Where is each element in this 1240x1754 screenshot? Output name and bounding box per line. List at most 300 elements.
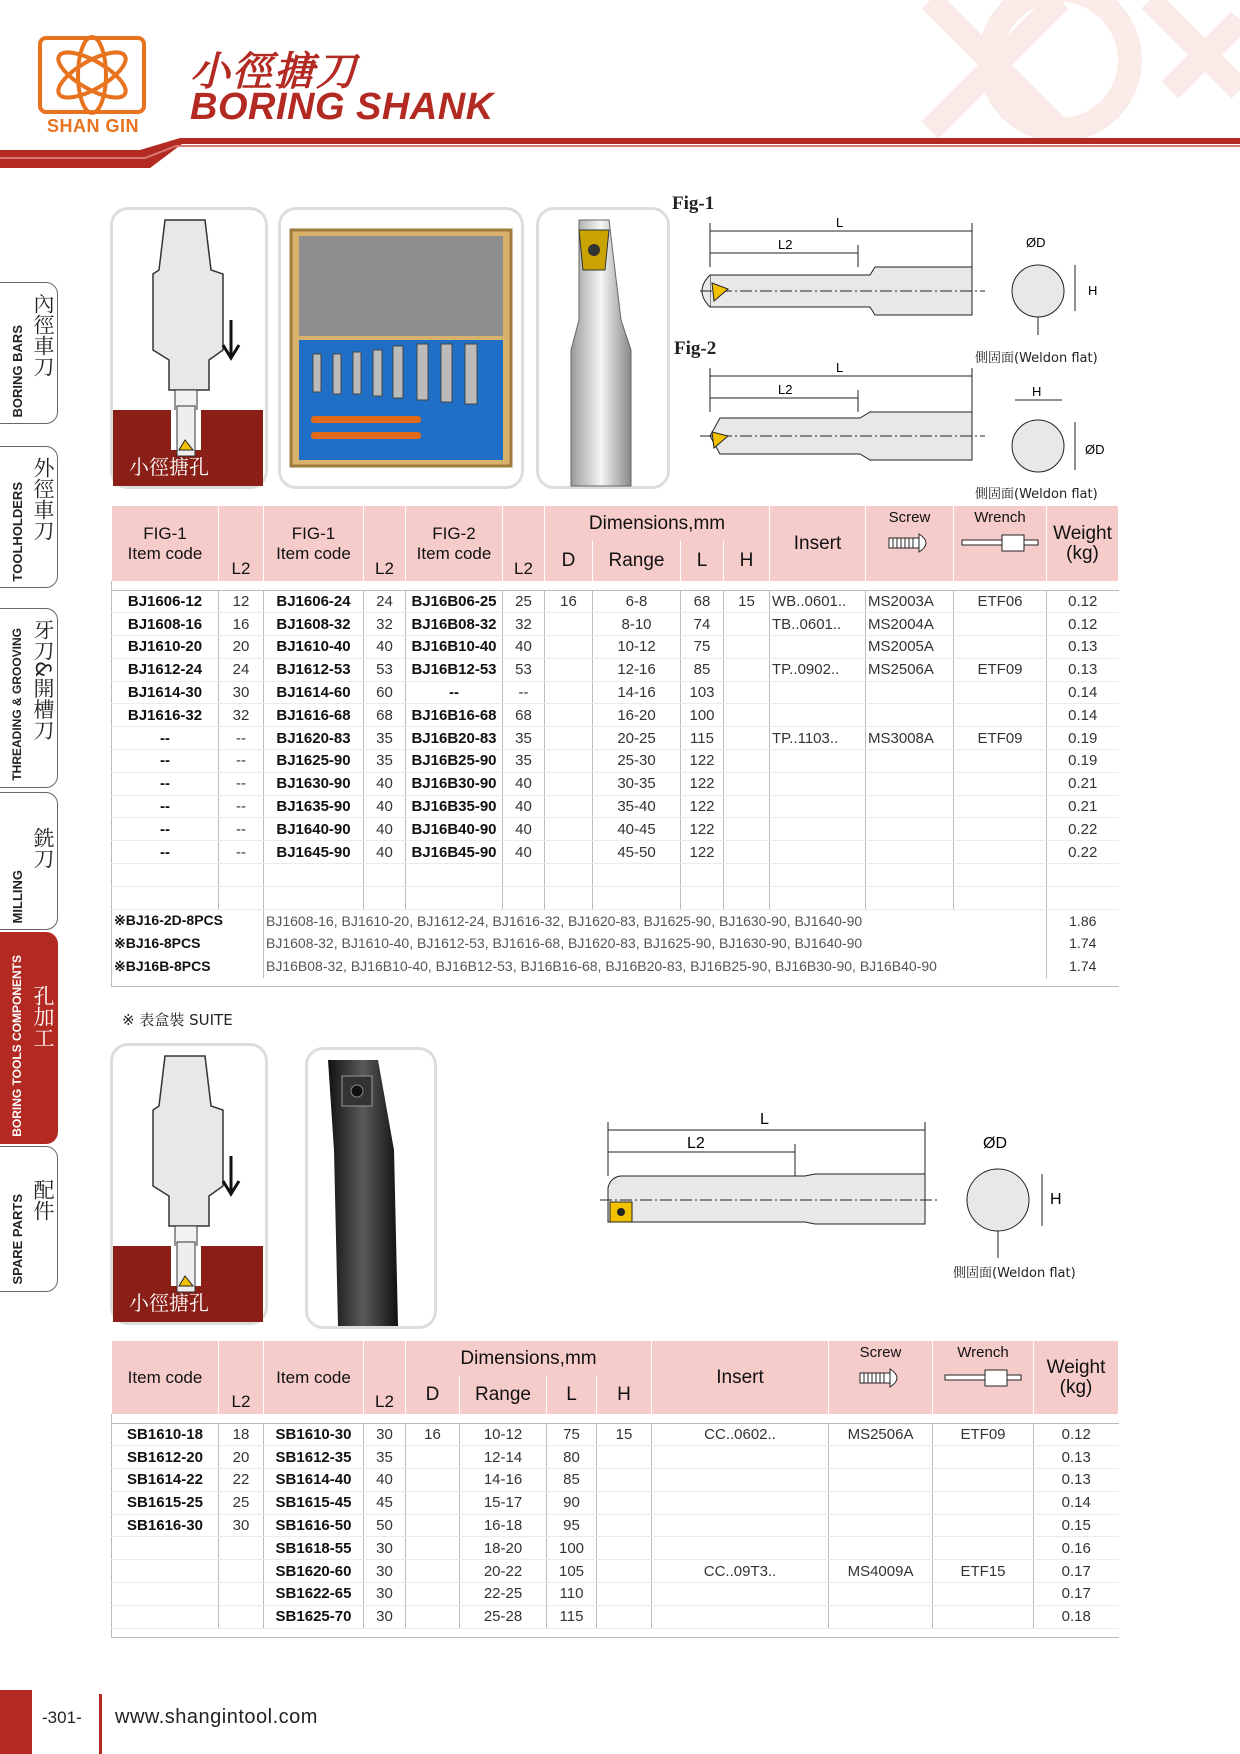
table-cell: [593, 864, 681, 887]
table-cell: SB1615-45: [264, 1491, 364, 1514]
table-cell: 25: [503, 590, 545, 613]
table-cell: [933, 1491, 1034, 1514]
table-row: [112, 818, 1119, 841]
table-row: [112, 1537, 1119, 1560]
table-cell: BJ1606-24: [264, 590, 364, 613]
sb-l-label: L: [760, 1111, 769, 1128]
table-cell: SB1618-55: [264, 1537, 364, 1560]
table-cell: [933, 1514, 1034, 1537]
table-cell: [933, 1446, 1034, 1469]
table-cell: 53: [503, 658, 545, 681]
table-cell: [933, 1605, 1034, 1628]
table-cell: 32: [503, 613, 545, 636]
side-tab-boring-bars[interactable]: [0, 282, 58, 424]
table-cell: --: [219, 772, 264, 795]
table-cell: 32: [364, 613, 406, 636]
table-cell: 20-25: [593, 727, 681, 750]
table-cell: [724, 841, 770, 864]
boring-set-box-photo: [278, 207, 524, 489]
table-cell: [770, 704, 866, 727]
table-cell: BJ16B06-25: [406, 590, 503, 613]
col-fig1-code: FIG-1 Item code: [112, 506, 219, 581]
table-cell: 75: [547, 1423, 597, 1446]
table-cell: 0.19: [1047, 750, 1119, 773]
package-weight: 1.74: [1047, 955, 1119, 978]
table-cell: 12-16: [593, 658, 681, 681]
col-dimensions: Dimensions,mm: [406, 1341, 652, 1376]
table-cell: BJ16B12-53: [406, 658, 503, 681]
table-cell: 122: [681, 795, 724, 818]
col-item-code: Item code: [112, 1341, 219, 1414]
col-l2: L2: [219, 1341, 264, 1414]
table-cell: 0.18: [1034, 1605, 1119, 1628]
table-cell: 15-17: [460, 1491, 547, 1514]
table-cell: 24: [364, 590, 406, 613]
table-cell: --: [219, 750, 264, 773]
sb-h-label: H: [1050, 1191, 1062, 1208]
table-cell: 122: [681, 772, 724, 795]
col-h: H: [597, 1376, 652, 1414]
table-cell: [219, 1583, 264, 1606]
table-cell: [545, 818, 593, 841]
table-cell: 74: [681, 613, 724, 636]
side-tab-milling[interactable]: [0, 792, 58, 930]
table-cell: 40: [364, 772, 406, 795]
table-cell: 122: [681, 841, 724, 864]
table-cell: 30: [364, 1423, 406, 1446]
fig2-d-label: ØD: [1085, 442, 1105, 457]
col-screw: [829, 1341, 933, 1414]
table-cell: [112, 886, 219, 909]
table-cell: [112, 1583, 219, 1606]
table-cell: MS2003A: [866, 590, 954, 613]
table-cell: BJ16B30-90: [406, 772, 503, 795]
table-row: [112, 886, 1119, 909]
table-cell: ETF06: [954, 590, 1047, 613]
photo-caption-2: 小徑搪孔: [129, 1291, 209, 1315]
col-d: D: [545, 541, 593, 581]
col-l: L: [547, 1376, 597, 1414]
table-cell: [724, 750, 770, 773]
table-cell: [219, 886, 264, 909]
tab-label-en: BORING TOOLS COMPONENTS: [10, 955, 24, 1137]
table-cell: 0.21: [1047, 795, 1119, 818]
table-cell: 0.14: [1034, 1491, 1119, 1514]
table-cell: 32: [219, 704, 264, 727]
table-row: [112, 681, 1119, 704]
table-cell: [219, 1560, 264, 1583]
table-row: [112, 1560, 1119, 1583]
table-cell: SB1614-40: [264, 1469, 364, 1492]
table-cell: 105: [547, 1560, 597, 1583]
table-cell: [866, 772, 954, 795]
table-cell: 14-16: [460, 1469, 547, 1492]
table-cell: WB..0601..: [770, 590, 866, 613]
table-cell: 40: [364, 1469, 406, 1492]
table-cell: [545, 886, 593, 909]
table-cell: [545, 864, 593, 887]
table-cell: [503, 864, 545, 887]
table-cell: SB1612-20: [112, 1446, 219, 1469]
table-cell: [954, 636, 1047, 659]
table-cell: CC..0602..: [652, 1423, 829, 1446]
table-cell: [652, 1491, 829, 1514]
wrench-icon: [960, 532, 1040, 554]
table-cell: [954, 818, 1047, 841]
table-row: [112, 1514, 1119, 1537]
package-contents: BJ1608-32, BJ1610-40, BJ1612-53, BJ1616-68, BJ1620-83, BJ1625-90, BJ1630-90, BJ1640-90: [264, 932, 1047, 955]
fig1-flat-note: 側固面(Weldon flat): [975, 351, 1098, 366]
table-cell: BJ16B16-68: [406, 704, 503, 727]
table-cell: CC..09T3..: [652, 1560, 829, 1583]
table-cell: BJ1620-83: [264, 727, 364, 750]
sb-dimension-drawing: [600, 1106, 1100, 1276]
package-weight: 1.74: [1047, 932, 1119, 955]
table-cell: [724, 727, 770, 750]
table-cell: [724, 658, 770, 681]
table-cell: 40: [364, 818, 406, 841]
table-cell: [866, 681, 954, 704]
table-cell: BJ16B10-40: [406, 636, 503, 659]
table-cell: 24: [219, 658, 264, 681]
table-cell: [829, 1491, 933, 1514]
table-cell: 68: [364, 704, 406, 727]
table-cell: 45: [364, 1491, 406, 1514]
table-cell: [933, 1583, 1034, 1606]
table-cell: ETF15: [933, 1560, 1034, 1583]
table-cell: BJ1608-32: [264, 613, 364, 636]
page-title-en: BORING SHANK: [190, 86, 494, 128]
table-cell: [545, 636, 593, 659]
table-cell: --: [219, 795, 264, 818]
table-cell: 0.22: [1047, 841, 1119, 864]
table-cell: 15: [724, 590, 770, 613]
table-cell: ETF09: [954, 658, 1047, 681]
table-cell: BJ16B40-90: [406, 818, 503, 841]
table-cell: 10-12: [460, 1423, 547, 1446]
table-cell: [954, 864, 1047, 887]
table-cell: 16: [219, 613, 264, 636]
table-cell: [724, 704, 770, 727]
table-cell: [112, 1537, 219, 1560]
col-weight: Weight (kg): [1047, 506, 1119, 581]
table-cell: [681, 886, 724, 909]
table-cell: [406, 1583, 460, 1606]
table-cell: [681, 864, 724, 887]
table-cell: [829, 1469, 933, 1492]
table-cell: 50: [364, 1514, 406, 1537]
table-row: [112, 1583, 1119, 1606]
table-cell: 40: [364, 795, 406, 818]
table-cell: 0.13: [1034, 1446, 1119, 1469]
table-cell: [364, 886, 406, 909]
table-cell: BJ1640-90: [264, 818, 364, 841]
table-cell: [954, 886, 1047, 909]
table-cell: MS3008A: [866, 727, 954, 750]
table-cell: 18-20: [460, 1537, 547, 1560]
table-cell: MS2506A: [866, 658, 954, 681]
table-cell: [545, 613, 593, 636]
company-logo: [38, 36, 146, 114]
col-dimensions: Dimensions,mm: [545, 506, 770, 541]
table-row: [112, 1423, 1119, 1446]
table-cell: [112, 1605, 219, 1628]
table-cell: MS2004A: [866, 613, 954, 636]
package-contents: BJ16B08-32, BJ16B10-40, BJ16B12-53, BJ16B16-68, BJ16B20-83, BJ16B25-90, BJ16B30-90, BJ16B40-90: [264, 955, 1047, 978]
sb-d-label: ØD: [983, 1135, 1007, 1152]
table-cell: BJ1616-32: [112, 704, 219, 727]
table-cell: [724, 886, 770, 909]
table-cell: 0.13: [1047, 658, 1119, 681]
table-cell: [545, 772, 593, 795]
table-cell: [866, 795, 954, 818]
table-cell: 0.21: [1047, 772, 1119, 795]
table-cell: 53: [364, 658, 406, 681]
table-cell: [219, 1605, 264, 1628]
table-cell: 16: [406, 1423, 460, 1446]
bj-spec-table: [111, 506, 1119, 987]
table-cell: SB1610-30: [264, 1423, 364, 1446]
table-cell: [954, 772, 1047, 795]
table-cell: 30: [364, 1605, 406, 1628]
table-cell: [597, 1560, 652, 1583]
col-fig2-code: FIG-2 Item code: [406, 506, 503, 581]
table-cell: 0.15: [1034, 1514, 1119, 1537]
table-cell: [724, 864, 770, 887]
tab-label-en: TOOLHOLDERS: [10, 481, 25, 581]
col-wrench: [933, 1341, 1034, 1414]
table-cell: 0.12: [1034, 1423, 1119, 1446]
table-cell: 30: [219, 681, 264, 704]
tab-label-cn: 外徑車刀: [31, 457, 55, 541]
table-cell: 8-10: [593, 613, 681, 636]
table-cell: SB1625-70: [264, 1605, 364, 1628]
table-cell: [770, 818, 866, 841]
boring-shank-closeup-photo: [536, 207, 670, 489]
fig2-flat-note: 側固面(Weldon flat): [975, 487, 1098, 502]
col-weight: Weight (kg): [1034, 1341, 1119, 1414]
fig1-h-label: H: [1088, 283, 1098, 298]
footer-divider: [99, 1694, 102, 1754]
col-wrench-label: Wrench: [974, 509, 1026, 526]
table-cell: 10-12: [593, 636, 681, 659]
table-cell: [112, 864, 219, 887]
table-cell: 0.13: [1034, 1469, 1119, 1492]
table-cell: SB1612-35: [264, 1446, 364, 1469]
table-cell: [652, 1514, 829, 1537]
table-cell: 30: [364, 1583, 406, 1606]
table-cell: SB1616-30: [112, 1514, 219, 1537]
tab-label-cn: 配件: [31, 1179, 55, 1221]
fig2-l-label: L: [836, 360, 844, 375]
table-cell: [264, 886, 364, 909]
table-cell: [954, 613, 1047, 636]
table-cell: [829, 1605, 933, 1628]
table-row: [112, 636, 1119, 659]
package-code: ※BJ16B-8PCS: [112, 955, 264, 978]
table-cell: 14-16: [593, 681, 681, 704]
table-cell: 0.14: [1047, 681, 1119, 704]
table-cell: [770, 681, 866, 704]
table-cell: --: [112, 772, 219, 795]
table-cell: [770, 636, 866, 659]
col-screw-label: Screw: [859, 1344, 902, 1361]
table-cell: 15: [597, 1423, 652, 1446]
fig2-label: Fig-2: [674, 338, 717, 359]
table-cell: BJ1630-90: [264, 772, 364, 795]
table-cell: BJ1625-90: [264, 750, 364, 773]
table-cell: [545, 658, 593, 681]
table-cell: BJ16B20-83: [406, 727, 503, 750]
table-cell: [829, 1537, 933, 1560]
table-row: [112, 841, 1119, 864]
page-title-cn: 小徑搪刀: [190, 49, 358, 95]
table-cell: 0.17: [1034, 1583, 1119, 1606]
col-wrench: [954, 506, 1047, 581]
table-cell: [724, 681, 770, 704]
col-fig1b-code: FIG-1 Item code: [264, 506, 364, 581]
table-row: [112, 613, 1119, 636]
table-cell: [593, 886, 681, 909]
table-cell: [770, 864, 866, 887]
table-cell: BJ1612-24: [112, 658, 219, 681]
table-cell: [545, 704, 593, 727]
table-cell: BJ1635-90: [264, 795, 364, 818]
table-cell: 30: [219, 1514, 264, 1537]
table-cell: [954, 704, 1047, 727]
table-cell: [954, 795, 1047, 818]
table-cell: 35: [503, 727, 545, 750]
table-cell: [933, 1469, 1034, 1492]
table-row: [112, 772, 1119, 795]
website-link[interactable]: www.shangintool.com: [115, 1706, 318, 1728]
table-cell: 35-40: [593, 795, 681, 818]
fig1-d-label: ØD: [1026, 235, 1046, 250]
table-cell: [597, 1514, 652, 1537]
table-cell: SB1622-65: [264, 1583, 364, 1606]
table-cell: [770, 886, 866, 909]
table-cell: 40: [503, 818, 545, 841]
table-cell: 35: [364, 750, 406, 773]
table-row: [112, 704, 1119, 727]
col-l2: L2: [364, 506, 406, 581]
table-row: [112, 727, 1119, 750]
table-cell: BJ1610-40: [264, 636, 364, 659]
table-cell: 18: [219, 1423, 264, 1446]
table-cell: 16-20: [593, 704, 681, 727]
side-tab-boring-tools-components[interactable]: [0, 932, 58, 1144]
table-cell: BJ1614-60: [264, 681, 364, 704]
sb-l2-label: L2: [687, 1135, 705, 1152]
table-cell: [829, 1514, 933, 1537]
table-cell: 90: [547, 1491, 597, 1514]
side-tab-threading-grooving[interactable]: [0, 608, 58, 788]
fig1-label: Fig-1: [672, 193, 715, 214]
table-cell: BJ1608-16: [112, 613, 219, 636]
package-row: [112, 955, 1119, 978]
table-cell: 40: [364, 636, 406, 659]
fig1-drawing: [700, 205, 1100, 345]
table-cell: [545, 681, 593, 704]
table-cell: [652, 1469, 829, 1492]
package-code: ※BJ16-8PCS: [112, 932, 264, 955]
table-cell: 20-22: [460, 1560, 547, 1583]
table-row: [112, 864, 1119, 887]
table-cell: [866, 750, 954, 773]
sb-spec-table: [111, 1341, 1119, 1638]
table-cell: [112, 1560, 219, 1583]
table-cell: 25-30: [593, 750, 681, 773]
table-cell: [545, 727, 593, 750]
table-cell: 80: [547, 1446, 597, 1469]
boring-application-photo: [110, 207, 268, 489]
table-cell: [219, 864, 264, 887]
table-cell: [597, 1469, 652, 1492]
table-cell: TP..1103..: [770, 727, 866, 750]
table-cell: BJ16B35-90: [406, 795, 503, 818]
table-cell: 30: [364, 1537, 406, 1560]
table-cell: --: [112, 841, 219, 864]
table-cell: [406, 1514, 460, 1537]
table-cell: ETF09: [954, 727, 1047, 750]
table-cell: [724, 818, 770, 841]
table-cell: [597, 1537, 652, 1560]
table-cell: [652, 1583, 829, 1606]
table-cell: --: [406, 681, 503, 704]
col-item-code-2: Item code: [264, 1341, 364, 1414]
table-cell: [652, 1537, 829, 1560]
table-cell: 115: [681, 727, 724, 750]
table-cell: [770, 772, 866, 795]
tab-label-en: MILLING: [10, 869, 25, 923]
table-cell: BJ1645-90: [264, 841, 364, 864]
table-cell: [724, 772, 770, 795]
package-row: [112, 909, 1119, 932]
table-cell: [829, 1446, 933, 1469]
sb-shank-photo: [305, 1047, 437, 1329]
sb-table-body: [112, 1414, 1119, 1637]
table-cell: SB1616-50: [264, 1514, 364, 1537]
tab-label-cn: 孔加工: [31, 985, 55, 1048]
table-cell: SB1614-22: [112, 1469, 219, 1492]
table-row: [112, 750, 1119, 773]
fig1-l2-label: L2: [778, 237, 793, 252]
table-cell: 0.19: [1047, 727, 1119, 750]
table-cell: BJ16B45-90: [406, 841, 503, 864]
screw-icon: [858, 1367, 904, 1389]
table-cell: [866, 704, 954, 727]
table-cell: [954, 681, 1047, 704]
table-row: [112, 795, 1119, 818]
table-cell: 30-35: [593, 772, 681, 795]
side-tab-toolholders[interactable]: [0, 446, 58, 588]
table-cell: [406, 1491, 460, 1514]
table-cell: 0.13: [1047, 636, 1119, 659]
table-cell: 85: [547, 1469, 597, 1492]
table-cell: BJ1616-68: [264, 704, 364, 727]
table-cell: 68: [503, 704, 545, 727]
table-cell: 16: [545, 590, 593, 613]
table-cell: [954, 750, 1047, 773]
col-wrench-label: Wrench: [957, 1344, 1009, 1361]
brand-name: SHAN GIN: [46, 116, 139, 136]
side-tab-spare-parts[interactable]: [0, 1146, 58, 1292]
tab-label-cn: 銑刀: [31, 827, 55, 869]
table-cell: 0.12: [1047, 613, 1119, 636]
fig2-l2-label: L2: [778, 382, 793, 397]
table-cell: BJ1606-12: [112, 590, 219, 613]
col-d: D: [406, 1376, 460, 1414]
